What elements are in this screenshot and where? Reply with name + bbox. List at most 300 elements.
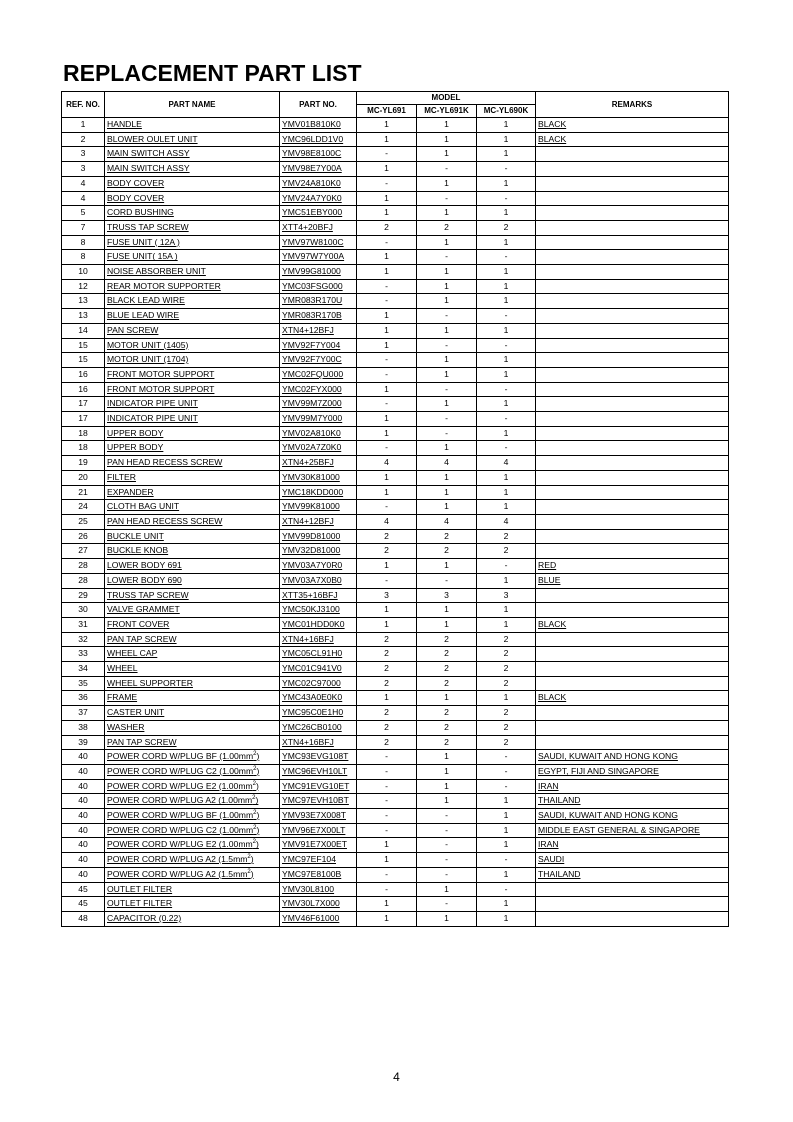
table-row (62, 750, 729, 765)
qty-model-1-cell: - (357, 750, 417, 765)
qty-model-2-cell: 2 (417, 647, 477, 662)
header-part-no: PART NO. (280, 92, 357, 118)
qty-model-1-cell: 2 (357, 632, 417, 647)
table-row (62, 220, 729, 235)
part-no-cell: XTN4+16BFJ (280, 632, 357, 647)
qty-model-3-cell: - (477, 412, 536, 427)
table-row (62, 603, 729, 618)
remarks-cell (536, 162, 729, 177)
qty-model-1-cell: 1 (357, 191, 417, 206)
qty-model-2-cell: - (417, 867, 477, 882)
qty-model-3-cell: 2 (477, 632, 536, 647)
superscript: 2 (253, 810, 257, 817)
remarks-cell (536, 544, 729, 559)
part-name-cell: BUCKLE KNOB (105, 544, 280, 559)
qty-model-3-cell: 2 (477, 662, 536, 677)
ref-no-cell: 13 (62, 309, 105, 324)
ref-no-cell: 45 (62, 882, 105, 897)
table-row (62, 250, 729, 265)
part-name-cell: MOTOR UNIT (1405) (105, 338, 280, 353)
ref-no-cell: 7 (62, 220, 105, 235)
remarks-cell: SAUDI, KUWAIT AND HONG KONG (536, 750, 729, 765)
part-name-cell: BODY COVER (105, 176, 280, 191)
qty-model-1-cell: 4 (357, 456, 417, 471)
ref-no-cell: 40 (62, 853, 105, 868)
superscript: 2 (253, 766, 257, 773)
part-no-cell: YMC02FQU000 (280, 367, 357, 382)
remarks-cell: THAILAND (536, 794, 729, 809)
part-no-cell: YMV30K81000 (280, 470, 357, 485)
part-no-cell: YMV24A810K0 (280, 176, 357, 191)
qty-model-1-cell: - (357, 279, 417, 294)
qty-model-1-cell: 1 (357, 118, 417, 133)
qty-model-2-cell: 1 (417, 794, 477, 809)
header-model-3: MC-YL690K (477, 105, 536, 118)
ref-no-cell: 17 (62, 397, 105, 412)
table-row (62, 470, 729, 485)
remarks-cell: THAILAND (536, 867, 729, 882)
table-row (62, 279, 729, 294)
part-no-cell: YMV91E7X00ET (280, 838, 357, 853)
part-no-cell: YMC91EVG10ET (280, 779, 357, 794)
ref-no-cell: 21 (62, 485, 105, 500)
qty-model-2-cell: 1 (417, 691, 477, 706)
remarks-cell (536, 485, 729, 500)
qty-model-1-cell: 3 (357, 588, 417, 603)
ref-no-cell: 38 (62, 720, 105, 735)
remarks-cell (536, 647, 729, 662)
ref-no-cell: 39 (62, 735, 105, 750)
superscript: 2 (252, 839, 256, 846)
part-no-cell: YMV99M7Z000 (280, 397, 357, 412)
parts-table (61, 91, 729, 927)
qty-model-3-cell: 1 (477, 617, 536, 632)
qty-model-3-cell: 1 (477, 132, 536, 147)
qty-model-1-cell: 4 (357, 514, 417, 529)
qty-model-1-cell: 2 (357, 676, 417, 691)
table-row (62, 617, 729, 632)
part-name-cell: LOWER BODY 690 (105, 573, 280, 588)
part-name-text: POWER CORD W/PLUG E2 (1.00mm (107, 839, 253, 850)
qty-model-1-cell: 2 (357, 735, 417, 750)
part-no-cell: YMV99G81000 (280, 265, 357, 280)
qty-model-3-cell: 1 (477, 897, 536, 912)
qty-model-3-cell: 1 (477, 279, 536, 294)
qty-model-3-cell: 1 (477, 147, 536, 162)
part-no-cell: YMC97E8100B (280, 867, 357, 882)
table-row (62, 706, 729, 721)
part-name-cell: CASTER UNIT (105, 706, 280, 721)
part-no-cell: YMC01HDD0K0 (280, 617, 357, 632)
part-no-cell: YMV97W7Y00A (280, 250, 357, 265)
qty-model-1-cell: 1 (357, 426, 417, 441)
table-row (62, 911, 729, 926)
remarks-cell: MIDDLE EAST GENERAL & SINGAPORE (536, 823, 729, 838)
qty-model-1-cell: 1 (357, 338, 417, 353)
qty-model-2-cell: 1 (417, 470, 477, 485)
part-name-end: ) (256, 751, 260, 762)
qty-model-2-cell: 1 (417, 559, 477, 574)
qty-model-3-cell: 1 (477, 294, 536, 309)
part-no-cell: YMC43A0E0K0 (280, 691, 357, 706)
qty-model-2-cell: 1 (417, 500, 477, 515)
remarks-cell (536, 426, 729, 441)
ref-no-cell: 20 (62, 470, 105, 485)
remarks-cell (536, 147, 729, 162)
qty-model-1-cell: 1 (357, 853, 417, 868)
table-row (62, 559, 729, 574)
remarks-cell (536, 470, 729, 485)
part-no-cell: YMC97EVH10BT (280, 794, 357, 809)
part-name-text: POWER CORD W/PLUG A2 (1.5mm (107, 868, 248, 879)
qty-model-3-cell: 1 (477, 485, 536, 500)
remarks-cell: SAUDI (536, 853, 729, 868)
part-no-cell: YMC18KDD000 (280, 485, 357, 500)
table-row (62, 397, 729, 412)
ref-no-cell: 4 (62, 191, 105, 206)
part-no-cell: YMV92F7Y00C (280, 353, 357, 368)
remarks-cell (536, 397, 729, 412)
qty-model-3-cell: 1 (477, 426, 536, 441)
qty-model-3-cell: - (477, 250, 536, 265)
part-name-cell: NOISE ABSORBER UNIT (105, 265, 280, 280)
part-name-end: ) (255, 780, 259, 791)
qty-model-1-cell: 2 (357, 220, 417, 235)
part-name-cell: CAPACITOR (0.22) (105, 911, 280, 926)
qty-model-2-cell: - (417, 809, 477, 824)
qty-model-2-cell: 1 (417, 118, 477, 133)
remarks-cell (536, 235, 729, 250)
qty-model-1-cell: - (357, 147, 417, 162)
ref-no-cell: 28 (62, 573, 105, 588)
remarks-cell (536, 353, 729, 368)
part-name-cell: PAN HEAD RECESS SCREW (105, 514, 280, 529)
qty-model-3-cell: 3 (477, 588, 536, 603)
qty-model-3-cell: 2 (477, 676, 536, 691)
part-no-cell: XTN4+12BFJ (280, 514, 357, 529)
table-row (62, 176, 729, 191)
qty-model-2-cell: 1 (417, 779, 477, 794)
table-row (62, 206, 729, 221)
part-name-end: ) (256, 824, 260, 835)
ref-no-cell: 37 (62, 706, 105, 721)
ref-no-cell: 17 (62, 412, 105, 427)
ref-no-cell: 3 (62, 147, 105, 162)
remarks-cell (536, 603, 729, 618)
qty-model-3-cell: - (477, 559, 536, 574)
qty-model-2-cell: 1 (417, 132, 477, 147)
ref-no-cell: 19 (62, 456, 105, 471)
qty-model-2-cell: 2 (417, 544, 477, 559)
table-row (62, 367, 729, 382)
remarks-cell (536, 176, 729, 191)
header-ref-no: REF. NO. (62, 92, 105, 118)
header-remarks: REMARKS (536, 92, 729, 118)
part-name-cell: BLACK LEAD WIRE (105, 294, 280, 309)
header-model-1: MC-YL691 (357, 105, 417, 118)
part-name-cell: WHEEL SUPPORTER (105, 676, 280, 691)
part-no-cell: YMC05CL91H0 (280, 647, 357, 662)
ref-no-cell: 10 (62, 265, 105, 280)
part-no-cell: YMC03FSG000 (280, 279, 357, 294)
qty-model-1-cell: 1 (357, 250, 417, 265)
qty-model-3-cell: - (477, 441, 536, 456)
qty-model-1-cell: 1 (357, 559, 417, 574)
qty-model-3-cell: 2 (477, 706, 536, 721)
table-row (62, 691, 729, 706)
part-name-cell (105, 809, 280, 824)
qty-model-2-cell: - (417, 838, 477, 853)
remarks-cell (536, 382, 729, 397)
remarks-cell (536, 529, 729, 544)
qty-model-2-cell: - (417, 426, 477, 441)
qty-model-2-cell: 1 (417, 235, 477, 250)
qty-model-2-cell: - (417, 573, 477, 588)
qty-model-2-cell: 1 (417, 367, 477, 382)
qty-model-2-cell: - (417, 191, 477, 206)
qty-model-2-cell: - (417, 412, 477, 427)
part-no-cell: YMC93EVG108T (280, 750, 357, 765)
part-name-end: ) (256, 765, 260, 776)
ref-no-cell: 2 (62, 132, 105, 147)
qty-model-1-cell: 2 (357, 720, 417, 735)
qty-model-3-cell: 1 (477, 470, 536, 485)
ref-no-cell: 30 (62, 603, 105, 618)
part-name-cell: REAR MOTOR SUPPORTER (105, 279, 280, 294)
part-no-cell: YMV03A7Y0R0 (280, 559, 357, 574)
qty-model-1-cell: 1 (357, 470, 417, 485)
part-no-cell: YMV30L7X000 (280, 897, 357, 912)
part-no-cell: YMV97W8100C (280, 235, 357, 250)
remarks-cell (536, 632, 729, 647)
part-no-cell: YMV99K81000 (280, 500, 357, 515)
qty-model-3-cell: 1 (477, 794, 536, 809)
part-name-cell (105, 779, 280, 794)
remarks-cell (536, 294, 729, 309)
table-row (62, 823, 729, 838)
qty-model-3-cell: - (477, 882, 536, 897)
table-row (62, 132, 729, 147)
qty-model-3-cell: 2 (477, 647, 536, 662)
ref-no-cell: 16 (62, 367, 105, 382)
part-name-cell: FRAME (105, 691, 280, 706)
qty-model-1-cell: 1 (357, 617, 417, 632)
qty-model-3-cell: - (477, 338, 536, 353)
remarks-cell (536, 735, 729, 750)
ref-no-cell: 32 (62, 632, 105, 647)
part-name-text: POWER CORD W/PLUG A2 (1.5mm (107, 854, 248, 865)
qty-model-3-cell: 1 (477, 367, 536, 382)
qty-model-1-cell: 1 (357, 265, 417, 280)
ref-no-cell: 15 (62, 353, 105, 368)
header-part-name: PART NAME (105, 92, 280, 118)
part-name-cell (105, 750, 280, 765)
qty-model-1-cell: - (357, 823, 417, 838)
qty-model-2-cell: 2 (417, 720, 477, 735)
ref-no-cell: 36 (62, 691, 105, 706)
qty-model-2-cell: - (417, 162, 477, 177)
remarks-cell: EGYPT, FIJI AND SINGAPORE (536, 764, 729, 779)
part-no-cell: YMV02A7Z0K0 (280, 441, 357, 456)
remarks-cell (536, 456, 729, 471)
part-name-cell: FRONT MOTOR SUPPORT (105, 382, 280, 397)
table-row (62, 764, 729, 779)
qty-model-1-cell: - (357, 867, 417, 882)
ref-no-cell: 40 (62, 838, 105, 853)
superscript: 2 (247, 854, 251, 861)
remarks-cell (536, 323, 729, 338)
qty-model-1-cell: - (357, 441, 417, 456)
ref-no-cell: 18 (62, 426, 105, 441)
part-name-cell: CORD BUSHING (105, 206, 280, 221)
part-no-cell: YMV02A810K0 (280, 426, 357, 441)
table-row (62, 779, 729, 794)
qty-model-3-cell: 1 (477, 500, 536, 515)
table-row (62, 191, 729, 206)
qty-model-1-cell: 1 (357, 206, 417, 221)
qty-model-2-cell: 1 (417, 882, 477, 897)
qty-model-2-cell: 1 (417, 265, 477, 280)
table-row (62, 382, 729, 397)
qty-model-1-cell: 1 (357, 603, 417, 618)
table-row (62, 867, 729, 882)
part-name-end: ) (250, 868, 254, 879)
qty-model-2-cell: 3 (417, 588, 477, 603)
qty-model-2-cell: 4 (417, 456, 477, 471)
part-no-cell: YMC96EVH10LT (280, 764, 357, 779)
table-row (62, 897, 729, 912)
part-no-cell: YMC51EBY000 (280, 206, 357, 221)
qty-model-1-cell: - (357, 176, 417, 191)
qty-model-1-cell: 1 (357, 382, 417, 397)
remarks-cell (536, 265, 729, 280)
ref-no-cell: 40 (62, 867, 105, 882)
part-name-cell: UPPER BODY (105, 441, 280, 456)
qty-model-2-cell: 1 (417, 176, 477, 191)
ref-no-cell: 24 (62, 500, 105, 515)
ref-no-cell: 26 (62, 529, 105, 544)
part-name-cell: WHEEL CAP (105, 647, 280, 662)
ref-no-cell: 31 (62, 617, 105, 632)
part-no-cell: YMV92F7Y004 (280, 338, 357, 353)
part-name-cell: FRONT COVER (105, 617, 280, 632)
remarks-cell (536, 720, 729, 735)
ref-no-cell: 40 (62, 794, 105, 809)
part-name-cell: BODY COVER (105, 191, 280, 206)
ref-no-cell: 40 (62, 750, 105, 765)
ref-no-cell: 28 (62, 559, 105, 574)
part-no-cell: YMC95C0E1H0 (280, 706, 357, 721)
qty-model-1-cell: 1 (357, 691, 417, 706)
qty-model-3-cell: - (477, 382, 536, 397)
qty-model-2-cell: 2 (417, 662, 477, 677)
remarks-cell (536, 250, 729, 265)
qty-model-1-cell: - (357, 794, 417, 809)
qty-model-2-cell: - (417, 382, 477, 397)
ref-no-cell: 45 (62, 897, 105, 912)
part-no-cell: XTT35+16BFJ (280, 588, 357, 603)
table-row (62, 529, 729, 544)
remarks-cell (536, 338, 729, 353)
remarks-cell: BLACK (536, 132, 729, 147)
part-name-text: POWER CORD W/PLUG C2 (1.00mm (107, 765, 254, 776)
remarks-cell (536, 441, 729, 456)
qty-model-3-cell: 1 (477, 867, 536, 882)
part-no-cell: YMR083R170B (280, 309, 357, 324)
table-row (62, 147, 729, 162)
part-name-cell: PAN SCREW (105, 323, 280, 338)
table-row (62, 235, 729, 250)
part-name-cell: INDICATOR PIPE UNIT (105, 412, 280, 427)
qty-model-3-cell: 1 (477, 323, 536, 338)
qty-model-1-cell: 1 (357, 162, 417, 177)
qty-model-1-cell: - (357, 353, 417, 368)
qty-model-3-cell: 1 (477, 235, 536, 250)
table-row (62, 676, 729, 691)
part-name-cell: WASHER (105, 720, 280, 735)
remarks-cell (536, 706, 729, 721)
qty-model-1-cell: 1 (357, 323, 417, 338)
remarks-cell: BLACK (536, 691, 729, 706)
part-no-cell: YMV01B810K0 (280, 118, 357, 133)
part-name-cell: LOWER BODY 691 (105, 559, 280, 574)
qty-model-2-cell: 1 (417, 147, 477, 162)
qty-model-1-cell: - (357, 779, 417, 794)
qty-model-2-cell: - (417, 338, 477, 353)
part-no-cell: YMC96LDD1V0 (280, 132, 357, 147)
part-name-end: ) (256, 810, 260, 821)
part-no-cell: YMV93E7X008T (280, 809, 357, 824)
qty-model-3-cell: - (477, 779, 536, 794)
qty-model-2-cell: 1 (417, 750, 477, 765)
table-row (62, 338, 729, 353)
page-number: 4 (393, 1070, 400, 1084)
remarks-cell: BLACK (536, 118, 729, 133)
qty-model-1-cell: - (357, 500, 417, 515)
part-name-cell (105, 853, 280, 868)
qty-model-2-cell: 1 (417, 279, 477, 294)
table-row (62, 485, 729, 500)
qty-model-3-cell: 1 (477, 397, 536, 412)
ref-no-cell: 29 (62, 588, 105, 603)
table-row (62, 809, 729, 824)
qty-model-2-cell: 1 (417, 603, 477, 618)
part-no-cell: XTN4+16BFJ (280, 735, 357, 750)
superscript: 2 (252, 780, 256, 787)
qty-model-3-cell: 1 (477, 911, 536, 926)
remarks-cell (536, 882, 729, 897)
qty-model-1-cell: - (357, 764, 417, 779)
qty-model-1-cell: 1 (357, 309, 417, 324)
part-name-cell: INDICATOR PIPE UNIT (105, 397, 280, 412)
qty-model-1-cell: - (357, 573, 417, 588)
qty-model-3-cell: 2 (477, 544, 536, 559)
table-row (62, 882, 729, 897)
qty-model-3-cell: 2 (477, 529, 536, 544)
part-no-cell: YMV32D81000 (280, 544, 357, 559)
ref-no-cell: 4 (62, 176, 105, 191)
part-name-cell (105, 794, 280, 809)
part-no-cell: XTN4+12BFJ (280, 323, 357, 338)
table-row (62, 573, 729, 588)
qty-model-3-cell: 1 (477, 206, 536, 221)
part-name-cell: HANDLE (105, 118, 280, 133)
ref-no-cell: 27 (62, 544, 105, 559)
part-no-cell: YMV30L8100 (280, 882, 357, 897)
part-no-cell: YMC02FYX000 (280, 382, 357, 397)
table-row (62, 720, 729, 735)
part-name-cell (105, 867, 280, 882)
